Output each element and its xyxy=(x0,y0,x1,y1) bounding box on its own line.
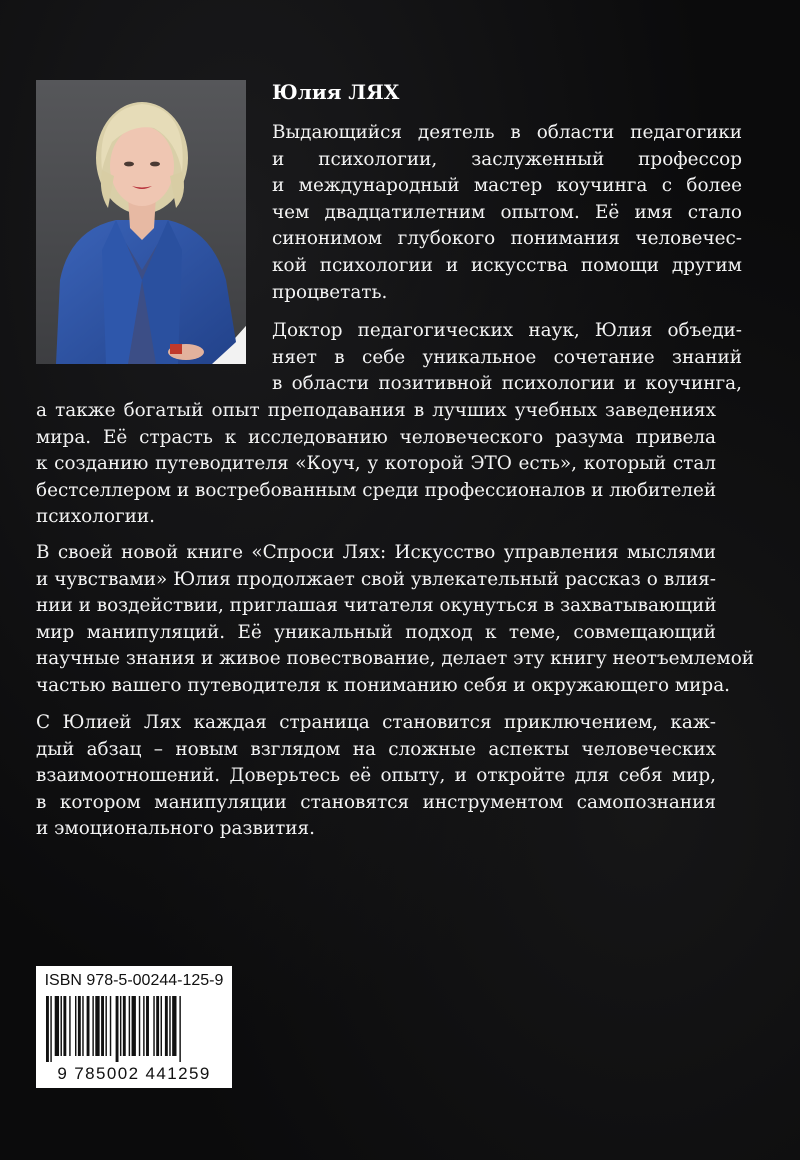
barcode-bar xyxy=(50,996,51,1062)
text-line: в котором манипуляции становятся инструментом самопознания xyxy=(36,791,716,813)
author-name: Юлия ЛЯХ xyxy=(272,80,400,104)
barcode-bar xyxy=(132,996,136,1056)
text-line: взаимоотношений. Доверьтесь её опыту, и откройте для себя мир, xyxy=(36,765,716,787)
text-line: Доктор педагогических наук, Юлия объеди- xyxy=(272,320,742,341)
text-line: и международный мастер коучинга с более xyxy=(272,175,742,197)
text-line: и психологии, заслуженный профессор xyxy=(272,148,742,170)
barcode-bar xyxy=(153,996,154,1056)
barcode-bar xyxy=(75,996,76,1056)
barcode-bar xyxy=(123,996,126,1056)
text-line: психологии. xyxy=(36,506,156,528)
barcode-digits: 9 785002 441259 xyxy=(57,1064,211,1083)
barcode-bar xyxy=(63,996,66,1056)
text-line: научные знания и живое повествование, делает эту книгу неотъемлемой xyxy=(36,648,755,670)
barcode-bar xyxy=(92,996,93,1056)
text-line: мира. Её страсть к исследованию человеческого разума привела xyxy=(36,426,716,448)
bio-paragraph-2-bottom xyxy=(36,398,716,531)
barcode-bar xyxy=(169,996,170,1056)
text-line: С Юлией Лях каждая страница становится приключением, каж- xyxy=(36,712,716,733)
barcode-bar xyxy=(139,996,140,1056)
isbn-label: ISBN 978-5-00244-125-9 xyxy=(44,972,224,989)
barcode-bar xyxy=(46,996,49,1062)
text-line: частью вашего путеводителя к пониманию себя и окружающего мира. xyxy=(36,674,731,696)
barcode-bar xyxy=(69,996,70,1056)
barcode-bar xyxy=(110,996,111,1056)
bio-paragraph-2-top xyxy=(272,318,742,398)
barcode-bar xyxy=(172,996,176,1056)
barcode-bar xyxy=(101,996,104,1056)
barcode-bar xyxy=(143,996,144,1056)
barcode-bar xyxy=(165,996,168,1056)
barcode-bar xyxy=(179,996,180,1062)
text-line: няет в себе уникальное сочетание знаний xyxy=(272,346,742,368)
text-line: к созданию путеводителя «Коуч, у которой ЭТО есть», который стал xyxy=(36,453,716,475)
text-line: в области позитивной психологии и коучинга, xyxy=(272,373,742,395)
barcode-bar xyxy=(82,996,83,1056)
bio-paragraph-1 xyxy=(272,120,742,306)
closing-paragraph xyxy=(36,710,716,843)
barcode-bar xyxy=(78,996,81,1056)
barcode-bar xyxy=(105,996,106,1056)
text-line: дый абзац – новым взглядом на сложные аспекты человеческих xyxy=(36,738,716,760)
barcode-bar xyxy=(116,996,119,1062)
barcode-bars xyxy=(46,996,222,1062)
barcode-bar xyxy=(61,996,62,1056)
isbn-barcode xyxy=(36,966,232,1088)
text-line: Выдающийся деятель в области педагогики xyxy=(272,122,742,143)
text-line: а также богатый опыт преподавания в лучших учебных заведениях xyxy=(36,400,716,421)
barcode-bar xyxy=(95,996,99,1056)
barcode-bar xyxy=(129,996,130,1056)
text-line: мир манипуляций. Её уникальный подход к теме, совмещающий xyxy=(36,621,716,643)
text-line: нии и воздействии, приглашая читателя окунуться в захватывающий xyxy=(36,595,717,617)
barcode-bar xyxy=(55,996,59,1056)
book-description-paragraph xyxy=(36,540,755,700)
author-portrait xyxy=(36,80,246,364)
barcode-bar xyxy=(146,996,149,1056)
barcode-bar xyxy=(87,996,90,1056)
barcode-bar xyxy=(161,996,162,1056)
text-line: и чувствами» Юлия продолжает свой увлекательный рассказ о влия- xyxy=(36,568,716,590)
text-line: чем двадцатилетним опытом. Её имя стало xyxy=(272,201,742,223)
barcode-bar xyxy=(120,996,121,1056)
barcode-bar xyxy=(156,996,159,1056)
text-line: В своей новой книге «Спроси Лях: Искусство управления мыслями xyxy=(36,542,716,563)
text-line: синонимом глубокого понимания человечес- xyxy=(272,228,742,250)
text-line: процветать. xyxy=(272,281,388,303)
text-line: бестселлером и востребованным среди профессионалов и любителей xyxy=(36,479,717,501)
text-line: кой психологии и искусства помощи другим xyxy=(272,254,742,276)
text-line: и эмоционального развития. xyxy=(36,818,315,840)
